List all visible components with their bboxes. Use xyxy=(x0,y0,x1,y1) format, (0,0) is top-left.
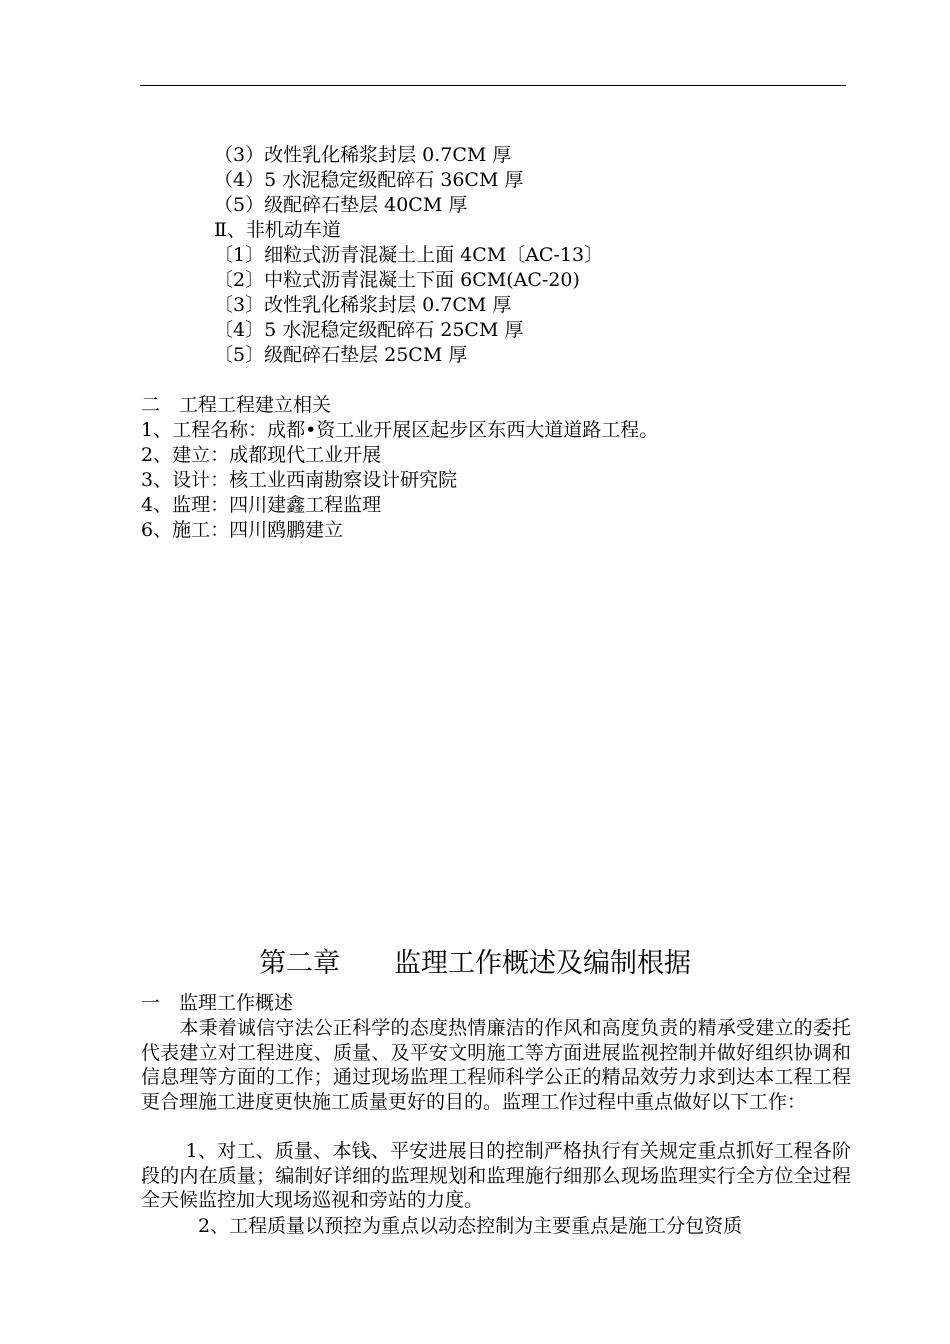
list-item: 2、建立：成都现代工业开展 xyxy=(141,444,382,466)
list-item: 〔4〕5 水泥稳定级配碎石 25CM 厚 xyxy=(214,319,524,341)
list-item: （5）级配碎石垫层 40CM 厚 xyxy=(214,194,468,216)
list-item: 〔3〕改性乳化稀浆封层 0.7CM 厚 xyxy=(214,294,512,316)
subsection-heading: Ⅱ、非机动车道 xyxy=(214,219,341,241)
list-item: 4、监理：四川建鑫工程监理 xyxy=(141,494,382,516)
chapter-title: 第二章 监理工作概述及编制根据 xyxy=(259,948,691,979)
body-paragraph: 2、工程质量以预控为重点以动态控制为主要重点是施工分包资质 xyxy=(141,1215,743,1237)
body-paragraph: 本秉着诚信守法公正科学的态度热情廉洁的作风和高度负责的精承受建立的委托代表建立对工程进度、质量、及平安文明施工等方面进展监视控制并做好组织协调和信息理等方面的工作；通过现场监理工程师科学公正的精品效劳力求到达本工程工程更合理施工进度更快施工质量更好的目的。监理工作过程中重点做好以下工作： xyxy=(141,1017,851,1113)
list-item: （3）改性乳化稀浆封层 0.7CM 厚 xyxy=(214,144,512,166)
list-item: 〔5〕级配碎石垫层 25CM 厚 xyxy=(214,344,468,366)
list-item: 3、设计：核工业西南勘察设计研究院 xyxy=(141,469,458,491)
body-paragraph: 1、对工、质量、本钱、平安进展目的控制严格执行有关规定重点抓好工程各阶段的内在质量；编制好详细的监理规划和监理施行细那么现场监理实行全方位全过程全天候监控加大现场巡视和旁站的力度。 xyxy=(141,1140,851,1212)
header-rule xyxy=(140,85,846,86)
list-item: 〔2〕中粒式沥青混凝土下面 6CM(AC-20) xyxy=(214,269,580,291)
list-item: 1、工程名称：成都•资工业开展区起步区东西大道道路工程。 xyxy=(141,419,659,441)
list-item: 6、施工：四川鸥鹏建立 xyxy=(141,519,344,541)
section-heading: 二 工程工程建立相关 xyxy=(141,394,332,416)
list-item: 〔1〕细粒式沥青混凝土上面 4CM〔AC-13〕 xyxy=(214,244,604,266)
list-item: （4）5 水泥稳定级配碎石 36CM 厚 xyxy=(214,169,524,191)
section-heading: 一 监理工作概述 xyxy=(141,992,294,1014)
